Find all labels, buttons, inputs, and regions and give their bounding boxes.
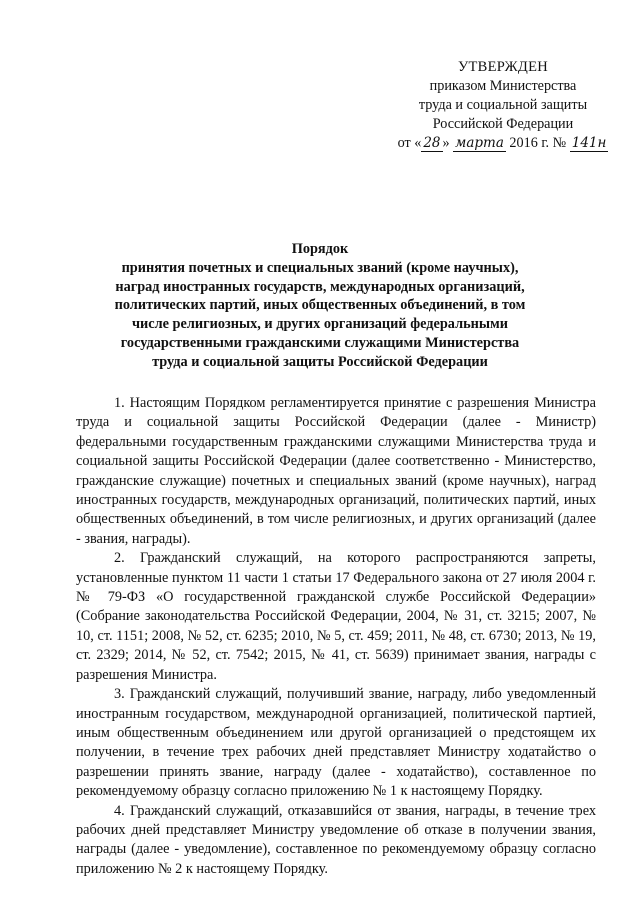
paragraph-4: 4. Гражданский служащий, отказавшийся от звания, награды, в течение трех рабочих дней представляет Министру уведомление об отказе в получении звания, награды (далее - уведомление), составленное по рекомендуемому образцу согласно приложению № 2 к настоящему Порядку. [76, 802, 596, 877]
approval-date-line [388, 134, 618, 153]
title-heading: Порядок [291, 241, 349, 257]
title-line: политических партий, иных общественных объединений, в том [114, 297, 526, 314]
approval-line-1: приказом Министерства [429, 78, 577, 94]
approval-stamp [388, 58, 618, 153]
title-line: числе религиозных, и других организаций федеральными [131, 316, 509, 333]
approval-line-3: Российской Федерации [432, 116, 574, 132]
title-line: государственными гражданскими служащими Министерства [120, 334, 520, 351]
handwritten-month: марта [455, 135, 504, 151]
quote-close: » [442, 135, 450, 151]
handwritten-number: 141н [571, 135, 607, 151]
date-prefix: от « [397, 135, 422, 151]
approval-line-2: труда и социальной защиты [418, 97, 588, 113]
title-line: наград иностранных государств, международных организаций, [115, 278, 525, 295]
year-text: 2016 г. № [509, 135, 567, 151]
document-body [76, 394, 596, 879]
approval-heading: УТВЕРЖДЕН [457, 59, 549, 75]
handwritten-day: 28 [423, 135, 441, 151]
title-line: труда и социальной защиты Российской Федерации [152, 353, 488, 370]
document-title [60, 240, 580, 372]
paragraph-3: 3. Гражданский служащий, получивший звание, награду, либо уведомленный иностранным государством, международной организацией, политической партией, иным общественным объединением или другой организацией о предстоящем их получении, в течение трех рабочих дней представляет Министру ходатайство о разрешении принять звание, награду (далее - ходатайство), составленное по рекомендуемому образцу согласно приложению № 1 к настоящему Порядку. [76, 686, 596, 800]
paragraph-2: 2. Гражданский служащий, на которого распространяются запреты, установленные пунктом 11 части 1 статьи 17 Федерального закона от 27 июля 2004 г. № 79-ФЗ «О государственной гражданской службе Российской Федерации» (Собрание законодательства Российской Федерации, 2004, № 31, ст. 3215; 2007, № 10, ст. 1151; 2008, № 52, ст. 6235; 2010, № 5, ст. 459; 2011, № 48, ст. 6730; 2013, № 19, ст. 2329; 2014, № 52, ст. 7542; 2015, № 41, ст. 5639) принимает звания, награды с разрешения Министра. [76, 550, 596, 683]
paragraph-1: 1. Настоящим Порядком регламентируется принятие с разрешения Министра труда и социальной защиты Российской Федерации (далее - Министр) федеральными государственным гражданскими служащими Министерства труда и социальной защиты Российской Федерации (далее соответственно - Министерство, гражданские служащие) почетных и специальных званий (кроме научных), наград иностранных государств, международных организаций, политических партий, иных общественных объединений, в том числе религиозных, и других организаций (далее - звания, награды). [76, 395, 596, 547]
title-line: принятия почетных и специальных званий (кроме научных), [121, 259, 519, 276]
